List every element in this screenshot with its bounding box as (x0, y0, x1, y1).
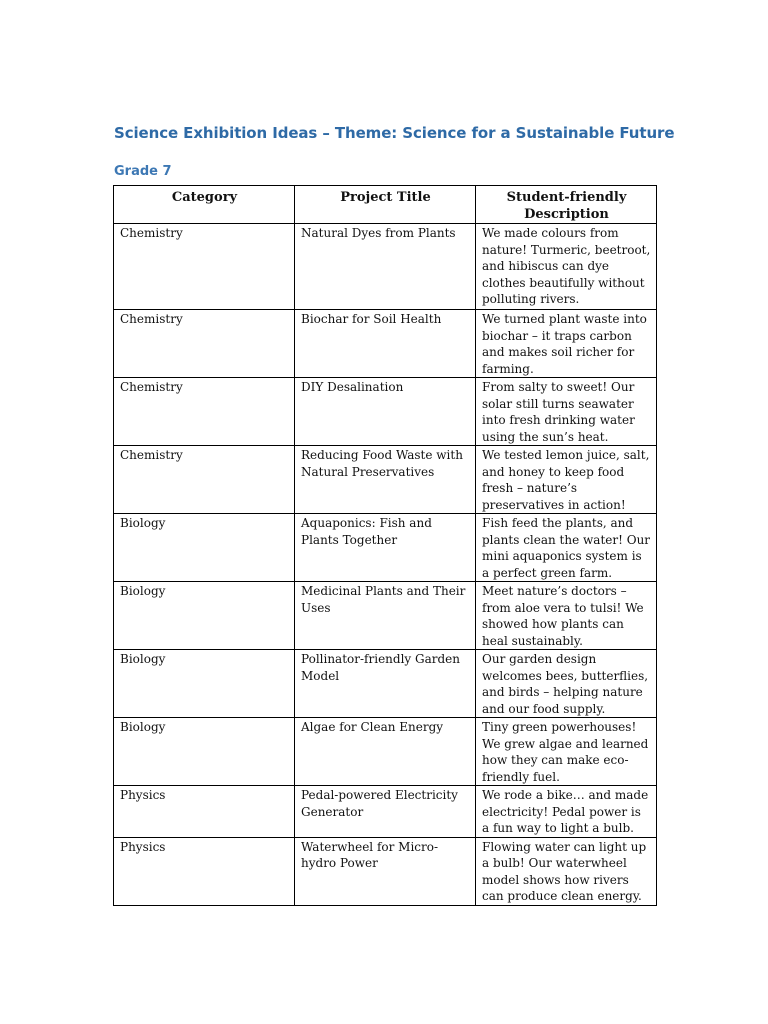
cell-project-title: Algae for Clean Energy (295, 718, 476, 786)
header-project-title: Project Title (295, 186, 476, 224)
cell-description: From salty to sweet! Our solar still turns seawater into fresh drinking water using the sun’s heat. (476, 378, 657, 446)
table-row (114, 378, 657, 446)
cell-project-title: Pedal-powered Electricity Generator (295, 786, 476, 838)
cell-category: Biology (114, 718, 295, 786)
cell-description: We turned plant waste into biochar – it traps carbon and makes soil richer for farming. (476, 310, 657, 378)
header-category: Category (114, 186, 295, 224)
ideas-table (113, 185, 657, 906)
cell-project-title: Pollinator-friendly Garden Model (295, 650, 476, 718)
cell-category: Biology (114, 650, 295, 718)
cell-category: Biology (114, 582, 295, 650)
cell-category: Chemistry (114, 310, 295, 378)
cell-description: We made colours from nature! Turmeric, beetroot, and hibiscus can dye clothes beautifully without polluting rivers. (476, 224, 657, 310)
table-row (114, 837, 657, 905)
table-header-row (114, 186, 657, 224)
table-row (114, 786, 657, 838)
cell-description: We tested lemon juice, salt, and honey to keep food fresh – nature’s preservatives in action! (476, 446, 657, 514)
cell-description: We rode a bike… and made electricity! Pedal power is a fun way to light a bulb. (476, 786, 657, 838)
cell-category: Physics (114, 786, 295, 838)
cell-project-title: Waterwheel for Micro-hydro Power (295, 837, 476, 905)
cell-description: Fish feed the plants, and plants clean the water! Our mini aquaponics system is a perfect green farm. (476, 514, 657, 582)
cell-category: Physics (114, 837, 295, 905)
table-row (114, 224, 657, 310)
cell-category: Chemistry (114, 224, 295, 310)
cell-project-title: Medicinal Plants and Their Uses (295, 582, 476, 650)
table-row (114, 718, 657, 786)
header-description: Student-friendly Description (476, 186, 657, 224)
cell-category: Chemistry (114, 378, 295, 446)
cell-project-title: Biochar for Soil Health (295, 310, 476, 378)
table-row (114, 514, 657, 582)
cell-project-title: Aquaponics: Fish and Plants Together (295, 514, 476, 582)
table-row (114, 310, 657, 378)
cell-description: Flowing water can light up a bulb! Our waterwheel model shows how rivers can produce clean energy. (476, 837, 657, 905)
grade-heading: Grade 7 (114, 164, 172, 179)
cell-category: Biology (114, 514, 295, 582)
table-row (114, 446, 657, 514)
cell-project-title: Reducing Food Waste with Natural Preservatives (295, 446, 476, 514)
table-row (114, 650, 657, 718)
cell-description: Tiny green powerhouses! We grew algae and learned how they can make eco-friendly fuel. (476, 718, 657, 786)
cell-description: Meet nature’s doctors – from aloe vera to tulsi! We showed how plants can heal sustainably. (476, 582, 657, 650)
cell-project-title: DIY Desalination (295, 378, 476, 446)
table-row (114, 582, 657, 650)
cell-category: Chemistry (114, 446, 295, 514)
document-title: Science Exhibition Ideas – Theme: Science for a Sustainable Future (114, 124, 675, 142)
cell-project-title: Natural Dyes from Plants (295, 224, 476, 310)
cell-description: Our garden design welcomes bees, butterflies, and birds – helping nature and our food supply. (476, 650, 657, 718)
